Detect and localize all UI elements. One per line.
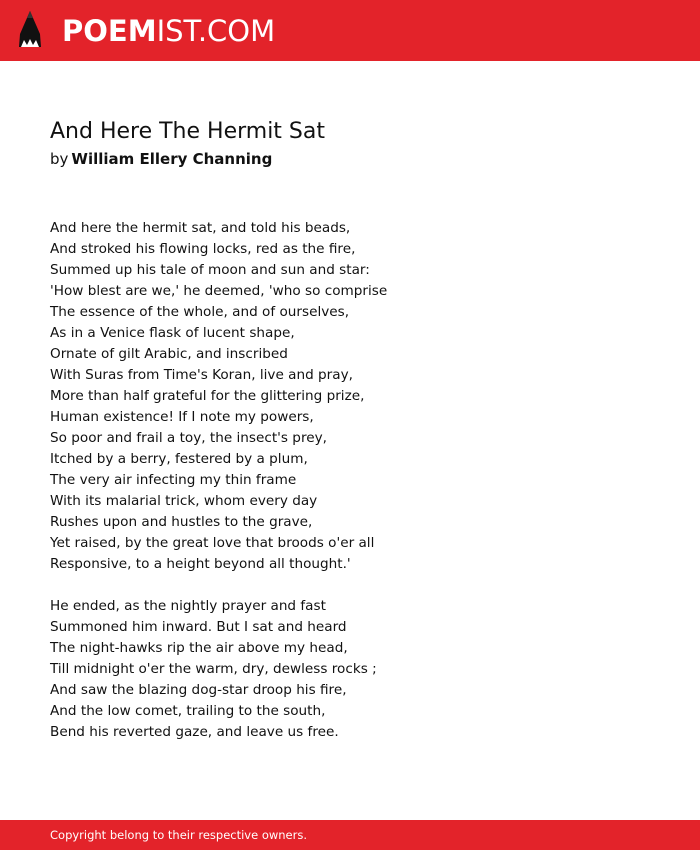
- poem-line: More than half grateful for the glittering prize,: [50, 388, 365, 404]
- poem-line: As in a Venice flask of lucent shape,: [50, 325, 295, 341]
- by-prefix: by: [50, 150, 69, 168]
- poem-line: He ended, as the nightly prayer and fast: [50, 598, 326, 614]
- logo-bold-text: POEM: [62, 14, 157, 48]
- poem-line: With its malarial trick, whom every day: [50, 493, 318, 509]
- footer-bar: [0, 820, 700, 850]
- author-name: William Ellery Channing: [71, 150, 273, 168]
- poem-line: The very air infecting my thin frame: [50, 472, 297, 488]
- site-logo[interactable]: [62, 12, 275, 50]
- poem-line: Itched by a berry, festered by a plum,: [50, 451, 308, 467]
- stanza: [50, 218, 670, 575]
- stanza: [50, 596, 670, 743]
- poem-line: With Suras from Time's Koran, live and pray,: [50, 367, 353, 383]
- poem-line: And saw the blazing dog-star droop his fire,: [50, 682, 347, 698]
- poem-line: And here the hermit sat, and told his beads,: [50, 220, 351, 236]
- header-bar: [0, 0, 700, 61]
- poem-line: And the low comet, trailing to the south,: [50, 703, 326, 719]
- poem-line: And stroked his flowing locks, red as the fire,: [50, 241, 356, 257]
- poem-line: Yet raised, by the great love that broods o'er all: [50, 535, 375, 551]
- byline: [50, 148, 272, 170]
- poem-line: Till midnight o'er the warm, dry, dewless rocks ;: [50, 661, 377, 677]
- logo-light-text: IST.COM: [156, 14, 276, 48]
- poem-line: Summed up his tale of moon and sun and star:: [50, 262, 370, 278]
- poem-line: The essence of the whole, and of ourselves,: [50, 304, 350, 320]
- poem-line: 'How blest are we,' he deemed, 'who so comprise: [50, 283, 388, 299]
- poem-title: And Here The Hermit Sat: [50, 119, 325, 144]
- poem-line: Rushes upon and hustles to the grave,: [50, 514, 313, 530]
- poem-line: Human existence! If I note my powers,: [50, 409, 314, 425]
- poem-line: Summoned him inward. But I sat and heard: [50, 619, 347, 635]
- poem-line: Bend his reverted gaze, and leave us free.: [50, 724, 339, 740]
- poem-line: So poor and frail a toy, the insect's prey,: [50, 430, 327, 446]
- pencil-icon[interactable]: [17, 10, 43, 52]
- poem-body: [50, 218, 670, 764]
- poem-line: Responsive, to a height beyond all thought.': [50, 556, 351, 572]
- poem-line: Ornate of gilt Arabic, and inscribed: [50, 346, 288, 362]
- poem-line: The night-hawks rip the air above my head,: [50, 640, 348, 656]
- copyright-text: Copyright belong to their respective owners.: [50, 828, 308, 842]
